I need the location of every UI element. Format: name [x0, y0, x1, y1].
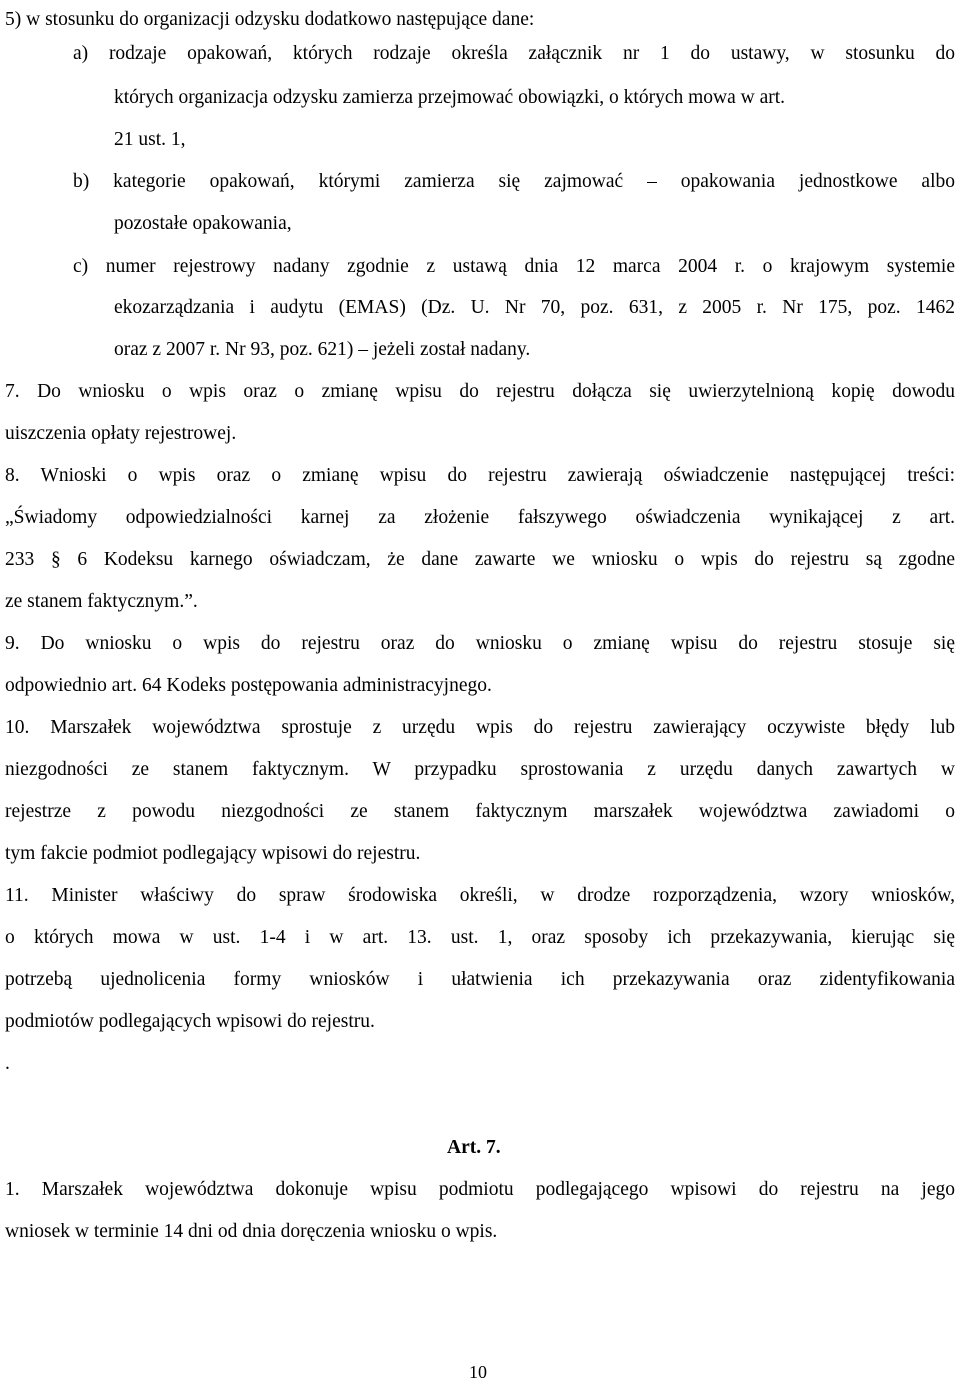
- article-heading: Art. 7.: [447, 1137, 501, 1158]
- text-line: „Świadomy odpowiedzialności karnej za złożenie fałszywego oświadczenia wynikającej z art.: [5, 507, 955, 528]
- text-line: wniosek w terminie 14 dni od dnia doręczenia wniosku o wpis.: [5, 1221, 498, 1242]
- text-line: niezgodności ze stanem faktycznym. W przypadku sprostowania z urzędu danych zawartych w: [5, 759, 955, 780]
- text-line: 233 § 6 Kodeksu karnego oświadczam, że dane zawarte we wniosku o wpis do rejestru są zgodne: [5, 549, 955, 570]
- text-line: których organizacja odzysku zamierza przejmować obowiązki, o których mowa w art.: [114, 87, 786, 108]
- text-line: 1. Marszałek województwa dokonuje wpisu podmiotu podlegającego wpisowi do rejestru na jego: [5, 1179, 955, 1200]
- text-line: uiszczenia opłaty rejestrowej.: [5, 423, 237, 444]
- text-line: 8. Wnioski o wpis oraz o zmianę wpisu do rejestru zawierają oświadczenie następującej treści:: [5, 465, 955, 486]
- text-line: rejestrze z powodu niezgodności ze stanem faktycznym marszałek województwa zawiadomi o: [5, 801, 955, 822]
- text-line: o których mowa w ust. 1-4 i w art. 13. ust. 1, oraz sposoby ich przekazywania, kierując się: [5, 927, 955, 948]
- text-line: 9. Do wniosku o wpis do rejestru oraz do wniosku o zmianę wpisu do rejestru stosuje się: [5, 633, 955, 654]
- text-line: 7. Do wniosku o wpis oraz o zmianę wpisu do rejestru dołącza się uwierzytelnioną kopię dowodu: [5, 381, 955, 402]
- text-line: tym fakcie podmiot podlegający wpisowi do rejestru.: [5, 843, 421, 864]
- text-line: potrzebą ujednolicenia formy wniosków i ułatwienia ich przekazywania oraz zidentyfikowania: [5, 969, 955, 990]
- text-line: podmiotów podlegających wpisowi do rejestru.: [5, 1011, 375, 1032]
- text-line: ekozarządzania i audytu (EMAS) (Dz. U. Nr 70, poz. 631, z 2005 r. Nr 175, poz. 1462: [114, 297, 955, 318]
- text-line: 21 ust. 1,: [114, 129, 186, 150]
- text-line: ze stanem faktycznym.”.: [5, 591, 198, 612]
- text-line: .: [5, 1053, 10, 1074]
- text-line: b) kategorie opakowań, którymi zamierza się zajmować – opakowania jednostkowe albo: [73, 171, 955, 192]
- text-line: 10. Marszałek województwa sprostuje z urzędu wpis do rejestru zawierający oczywiste błędy lub: [5, 717, 955, 738]
- text-line: c) numer rejestrowy nadany zgodnie z ustawą dnia 12 marca 2004 r. o krajowym systemie: [73, 256, 955, 277]
- text-line: a) rodzaje opakowań, których rodzaje określa załącznik nr 1 do ustawy, w stosunku do: [73, 43, 955, 64]
- text-line: 5) w stosunku do organizacji odzysku dodatkowo następujące dane:: [5, 9, 535, 30]
- page-number: 10: [469, 1362, 487, 1382]
- text-line: odpowiednio art. 64 Kodeks postępowania administracyjnego.: [5, 675, 492, 696]
- text-line: oraz z 2007 r. Nr 93, poz. 621) – jeżeli został nadany.: [114, 339, 531, 360]
- text-line: pozostałe opakowania,: [114, 213, 292, 234]
- text-line: 11. Minister właściwy do spraw środowiska określi, w drodze rozporządzenia, wzory wniosków,: [5, 885, 955, 906]
